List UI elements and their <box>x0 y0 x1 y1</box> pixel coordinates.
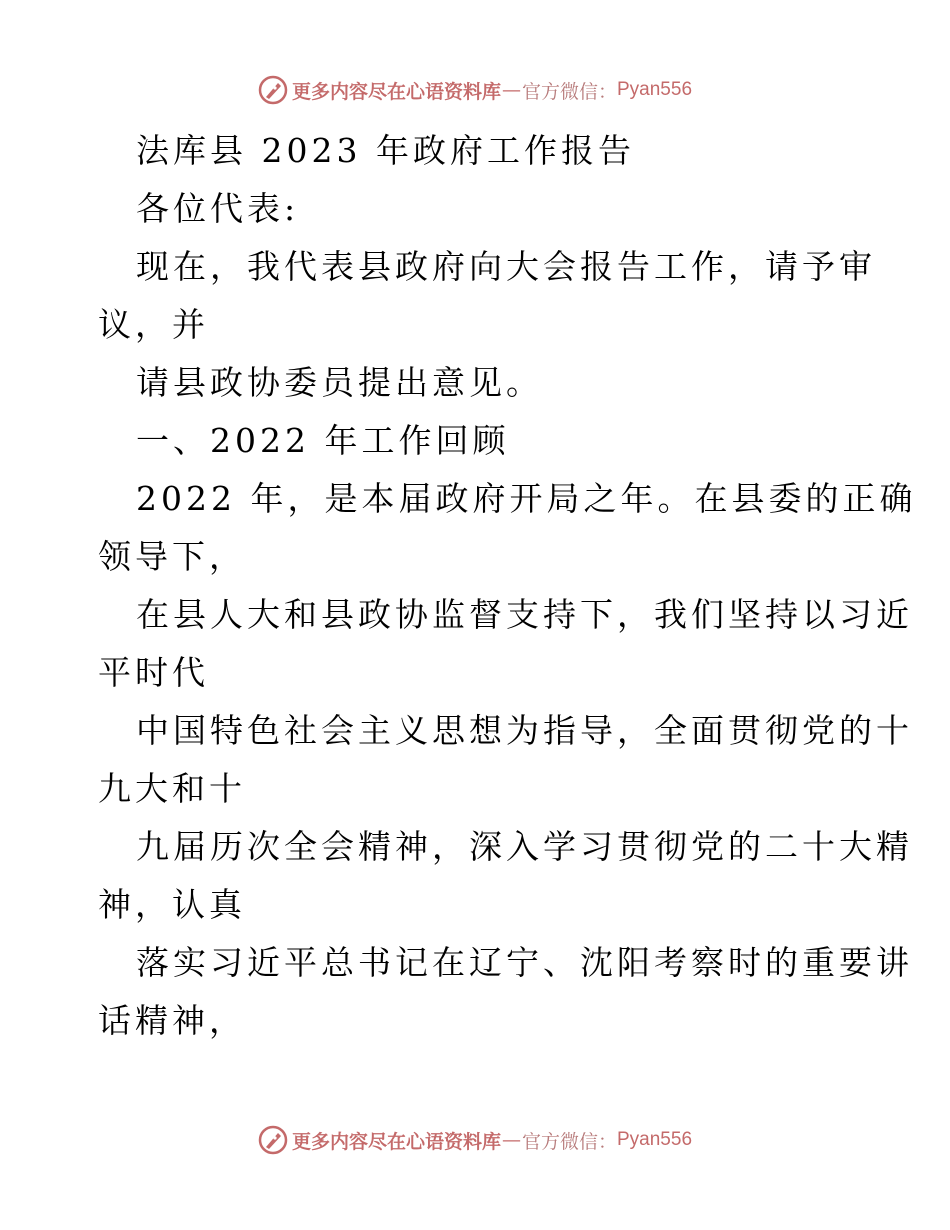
paragraph-line: 请县政协委员提出意见。 <box>136 363 543 402</box>
section-heading: 一、2022 年工作回顾 <box>136 421 510 460</box>
paragraph-line: 议，并 <box>98 305 209 344</box>
footer-watermark <box>0 1120 950 1160</box>
watermark-wechat-id: Pyan556 <box>617 1129 693 1150</box>
paragraph-line: 在县人大和县政协监督支持下，我们坚持以习近 <box>136 595 913 634</box>
paragraph-line: 九大和十 <box>98 769 246 808</box>
watermark-wechat-id: Pyan556 <box>617 79 693 100</box>
watermark-wechat-label: 官方微信： <box>521 80 617 103</box>
salutation: 各位代表: <box>136 189 300 228</box>
pen-nib-logo-icon <box>258 75 288 105</box>
watermark-dash: — <box>501 79 521 101</box>
paragraph-line: 话精神， <box>98 1001 246 1040</box>
paragraph-line: 领导下， <box>98 537 246 576</box>
paragraph-line: 中国特色社会主义思想为指导，全面贯彻党的十 <box>136 711 913 750</box>
watermark-main-text: 更多内容尽在心语资料库 <box>291 80 501 103</box>
paragraph-line: 九届历次全会精神，深入学习贯彻党的二十大精 <box>136 827 913 866</box>
watermark-wechat-label: 官方微信： <box>521 1130 617 1153</box>
paragraph-line: 现在，我代表县政府向大会报告工作，请予审 <box>136 247 876 286</box>
watermark-main-text: 更多内容尽在心语资料库 <box>291 1130 501 1153</box>
doc-title: 法库县 2023 年政府工作报告 <box>136 131 635 170</box>
paragraph-line: 落实习近平总书记在辽宁、沈阳考察时的重要讲 <box>136 943 913 982</box>
paragraph-line: 平时代 <box>98 653 209 692</box>
paragraph-line: 神，认真 <box>98 885 246 924</box>
header-watermark <box>0 70 950 110</box>
pen-nib-logo-icon <box>258 1125 288 1155</box>
document-body <box>98 122 917 1050</box>
watermark-dash: — <box>501 1129 521 1151</box>
paragraph-line: 2022 年，是本届政府开局之年。在县委的正确 <box>136 479 917 518</box>
